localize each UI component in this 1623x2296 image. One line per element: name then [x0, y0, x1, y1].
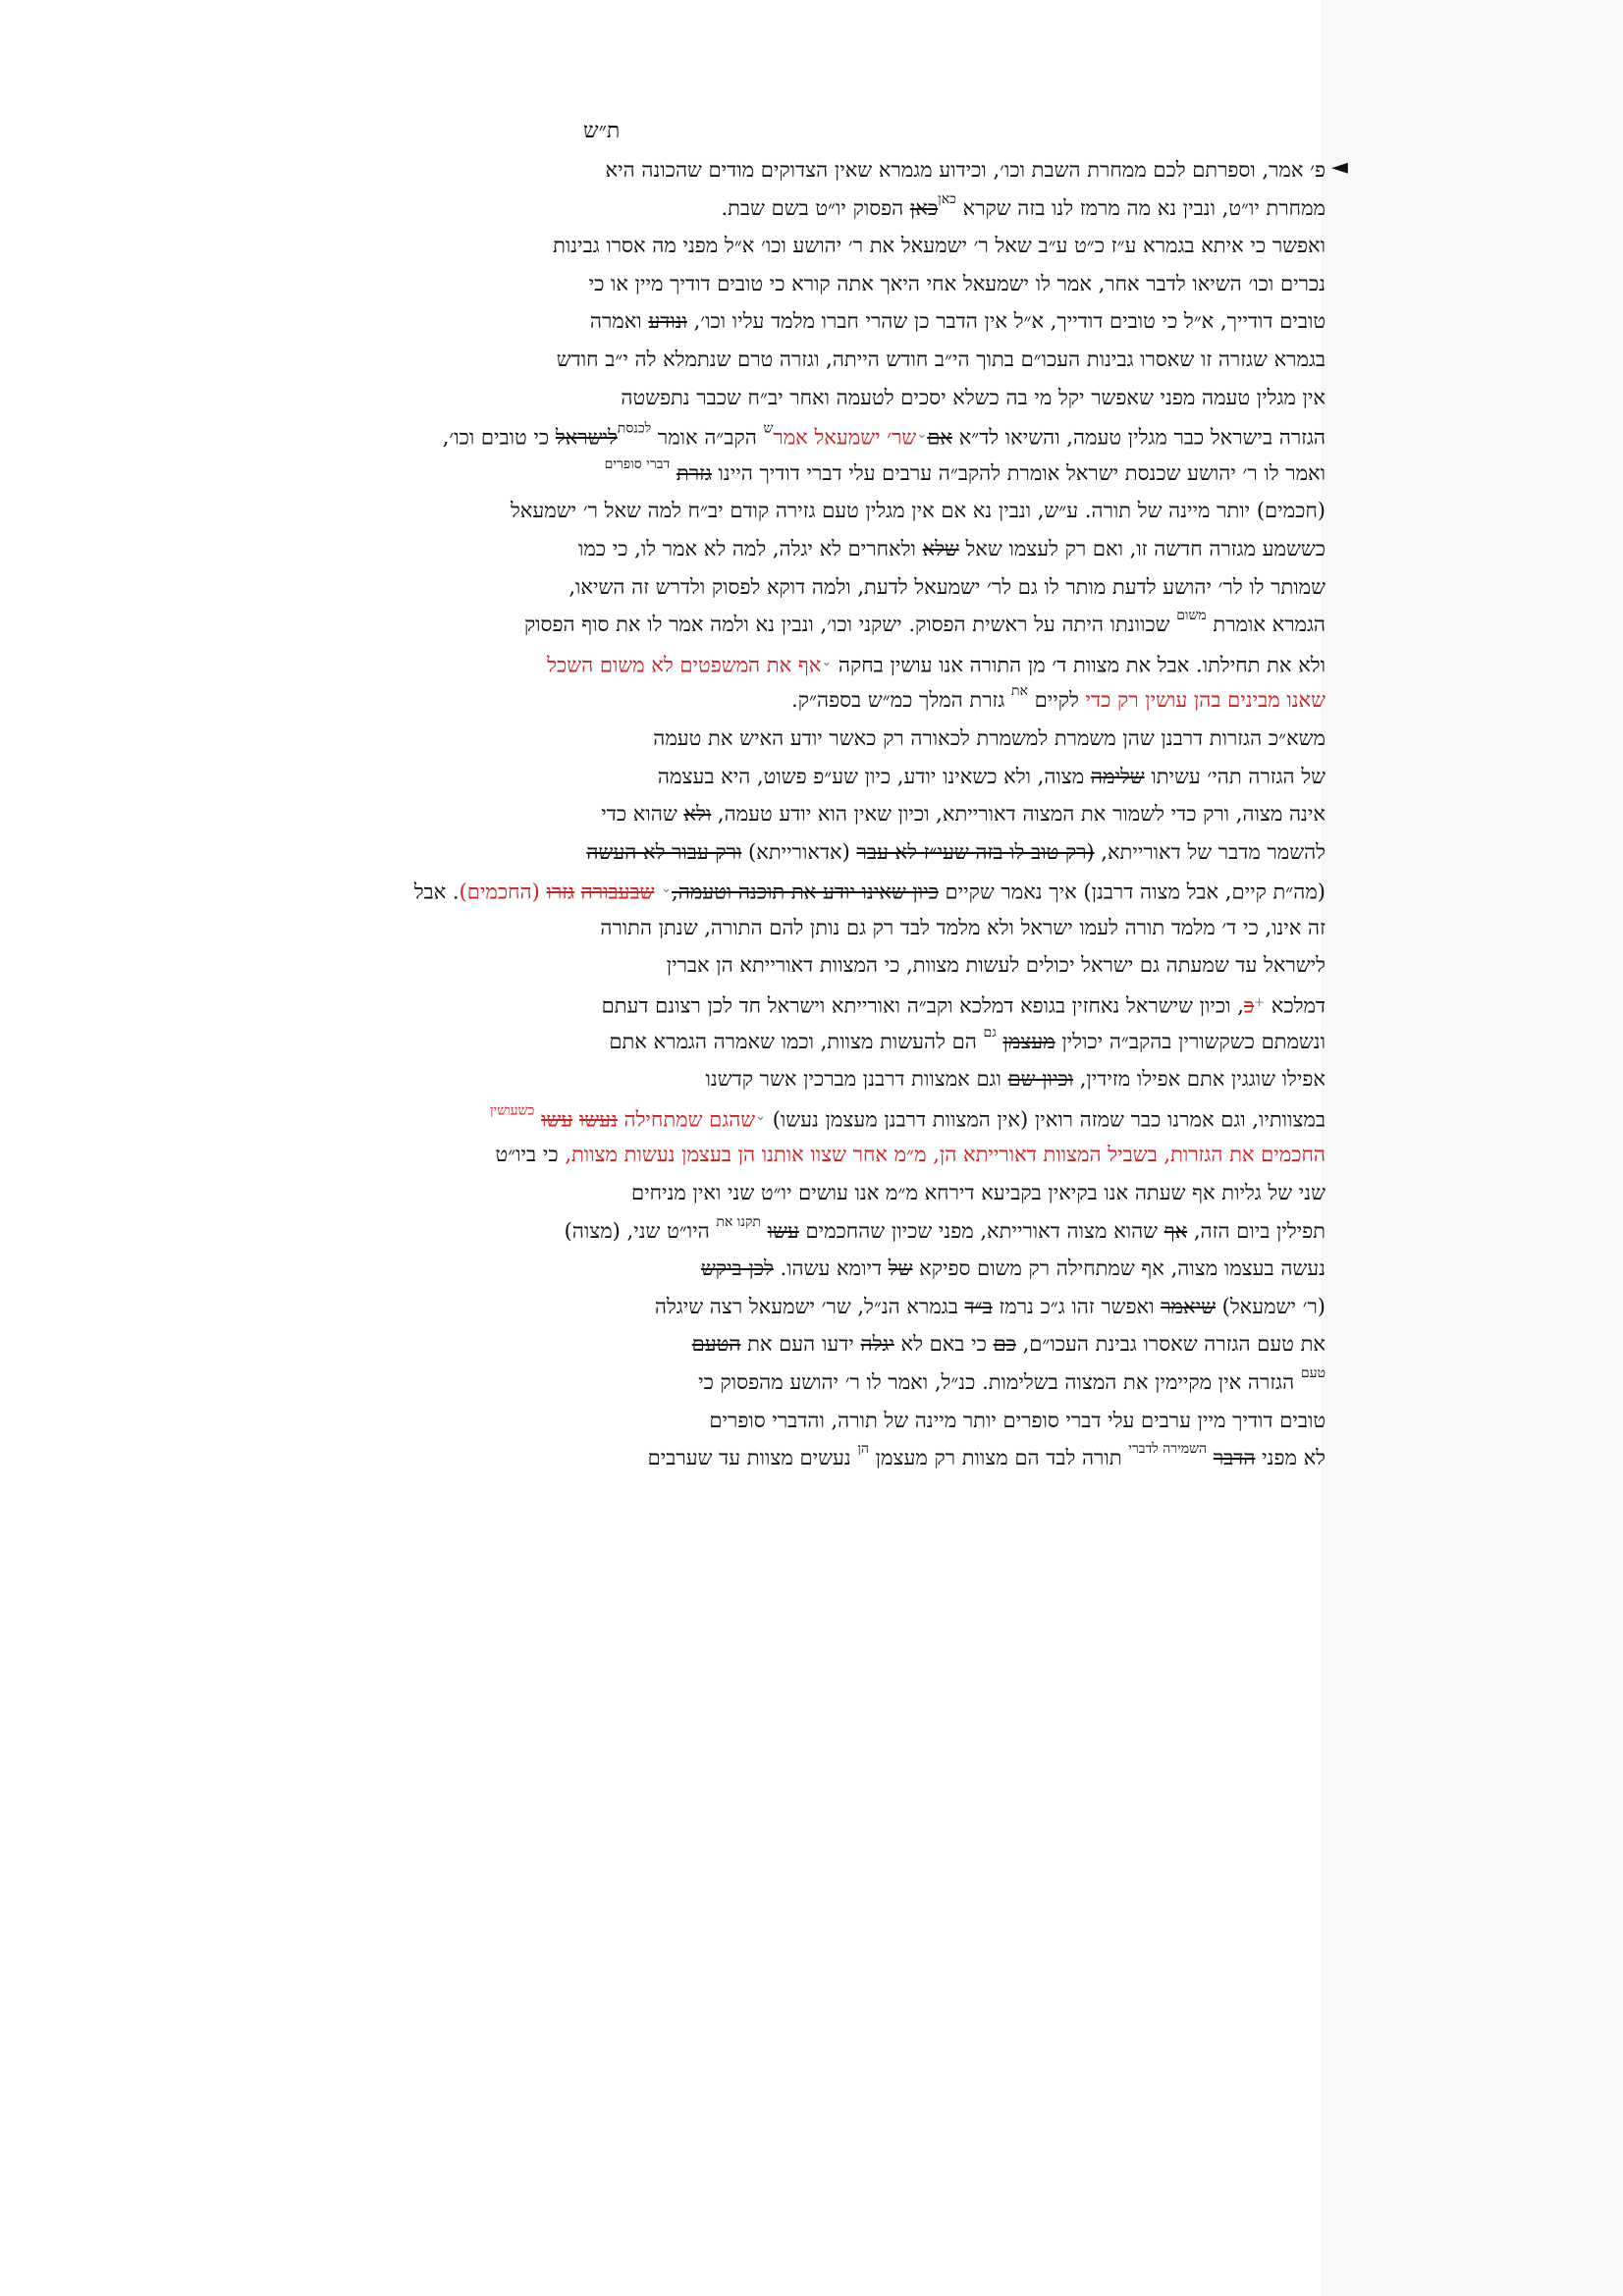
text-segment: (מה״ת קיים, אבל מצוה דרבנן) איך נאמר שקיים	[938, 880, 1325, 904]
scan-shadow	[1321, 0, 1623, 2296]
text-segment: הגמרא אומרת	[1206, 613, 1325, 637]
red-insertion: החכמים את הגזרות, בשביל המצוות דאורייתא הן, מ״מ אחר שצוו אותנו הן בעצמן נעשות מצוות,	[565, 1143, 1325, 1167]
text-segment: בגמרא שגזרה זו שאסרו גבינות העכו״ם בתוך הי״ב חודש הייתה, וגזרה טרם שנתמלא לה י״ב חודש	[556, 347, 1325, 371]
text-segment: כי טובים וכו׳,	[442, 425, 556, 450]
struck-text: עשו	[541, 1107, 573, 1132]
text-line	[324, 1098, 1325, 1137]
text-segment: וגם אמצוות דרבנן מברכין אשר קדשנו	[705, 1067, 1008, 1092]
interlinear-insertion: גם	[983, 1024, 997, 1041]
text-segment: הקב״ה אומר	[651, 425, 764, 450]
text-line	[324, 1288, 1325, 1326]
struck-text: ורק עבור לא העשה	[586, 839, 742, 864]
insertion-caret-icon: ⌄	[755, 1108, 767, 1124]
text-line	[324, 1023, 1325, 1061]
struck-text: יגלה	[860, 1332, 894, 1357]
text-segment: (ר׳ ישמעאל)	[1215, 1294, 1325, 1318]
struck-text: גזרו	[546, 880, 574, 904]
text-segment: זה אינו, כי ד׳ מלמד תורה לעמו ישראל ולא מלמד לבד רק גם נותן להם התורה, שנתן התורה	[600, 915, 1325, 939]
text-segment: הגזרה אין מקיימין את המצוה בשלימות. כנ״ל, ואמר לו ר׳ יהושע מהפסוק כי	[698, 1370, 1301, 1394]
text-line	[324, 454, 1325, 493]
text-segment: היו״ט שני, (מצוה)	[564, 1218, 717, 1243]
struck-text: שבעבורה	[580, 880, 655, 904]
text-segment: ולא את תחילתו. אבל את מצוות ד׳ מן התורה אנו עושין בחקה	[832, 653, 1325, 677]
text-segment: תפילין ביום הזה,	[1187, 1218, 1325, 1243]
text-segment: הגזרה בישראל כבר מגלין טעמה, והשיאו לד״א	[951, 425, 1325, 450]
struck-text: ב״ד	[964, 1294, 993, 1318]
interlinear-insertion: השמירה לדברי	[1128, 1441, 1208, 1458]
text-segment: אינה מצוה, ורק כדי לשמור את המצוה דאורייתא, וכיון שאין הוא יודע טעמה,	[711, 802, 1325, 827]
struck-text: לכן ביקש	[700, 1256, 774, 1281]
text-line	[324, 1439, 1325, 1477]
text-segment: פ׳ אמר, וספרתם לכם ממחרת השבת וכו׳, וכידוע מגמרא שאין הצדוקים מודים שהכונה היא	[605, 158, 1325, 182]
text-segment: הם להעשות מצוות, וכמו שאמרה הגמרא אתם	[609, 1029, 984, 1053]
struck-text: מעצמן	[1002, 1029, 1055, 1053]
interlinear-insertion: תקנו את	[716, 1213, 761, 1230]
struck-text: שלא	[922, 536, 959, 561]
text-segment: נכרים וכו׳ השיאו לדבר אחר, אמר לו ישמעאל אחי היאך אתה קורא כי טובים דודיך מיין או כי	[588, 271, 1325, 295]
text-segment: נעשה בעצמו מצוה, אף שמתחילה רק משום ספיקא	[912, 1256, 1325, 1281]
struck-text: כ	[1243, 993, 1255, 1018]
text-segment: שני של גליות אף שעתה אנו בקיאין בקביעא דירחא מ״מ אנו עושים יו״ט שני ואין מניחים	[631, 1181, 1325, 1205]
struck-text: (רק טוב לו בזה שעי״ז לא עבר	[856, 839, 1095, 864]
red-insertion: שר׳ ישמעאל אמר	[773, 425, 917, 450]
struck-text: ונודע	[648, 309, 687, 334]
text-segment: שהוא מצוה דאורייתא, מפני שכיון שהחכמים	[798, 1218, 1164, 1243]
text-line	[324, 265, 1325, 303]
text-segment: , וכיון שישראל נאחזין בגופא דמלכא וקב״ה ואורייתא וישראל חד לכן רצונם דעתם	[601, 993, 1244, 1018]
struck-text: הדבר	[1213, 1446, 1256, 1470]
struck-text: של	[888, 1256, 913, 1281]
text-segment	[761, 1219, 768, 1243]
text-segment: ונשמתם כשקשורין בהקב״ה יכולין	[1055, 1029, 1325, 1053]
text-segment: נעשים מצוות עד שערבים	[647, 1446, 858, 1470]
interlinear-insertion: דברי סופרים	[604, 455, 671, 472]
text-line	[324, 1402, 1325, 1440]
text-line	[324, 758, 1325, 796]
text-segment: דיומא עשהו.	[773, 1256, 889, 1281]
text-segment: של הגזרה תהי׳ עשיתו	[1144, 764, 1325, 788]
text-line	[324, 1060, 1325, 1098]
struck-text: הטעם	[691, 1332, 741, 1357]
text-segment	[574, 881, 581, 904]
text-line	[324, 530, 1325, 568]
text-segment: (אדאורייתא)	[741, 839, 857, 864]
text-segment: ידעו העם את	[740, 1332, 861, 1357]
text-line	[324, 1250, 1325, 1288]
text-line	[324, 833, 1325, 872]
text-segment: דמלכא	[1265, 993, 1325, 1018]
text-segment: ואפשר כי איתא בגמרא ע״ז כ״ט ע״ב שאל ר׳ ישמעאל את ר׳ יהושע וכו׳ א״ל מפני מה אסרו גבינות	[553, 234, 1325, 258]
text-line	[324, 151, 1325, 189]
text-line	[324, 227, 1325, 265]
interlinear-insertion: את	[1010, 683, 1028, 700]
struck-text: ולא	[683, 802, 712, 827]
struck-text: נעשו	[578, 1107, 618, 1132]
text-line	[324, 1136, 1325, 1174]
text-line	[324, 946, 1325, 985]
insertion-caret-icon: ⌄	[821, 654, 833, 669]
text-line	[324, 985, 1325, 1023]
struck-text: גזרת	[676, 460, 712, 485]
text-segment: ואמר לו ר׳ יהושע שכנסת ישראל אומרת להקב״ה ערבים עלי דברי דודיך היינו	[711, 460, 1325, 485]
text-segment: להשמר מדבר של דאורייתא,	[1094, 839, 1325, 864]
text-line	[324, 492, 1325, 530]
struck-text: כם	[993, 1332, 1016, 1357]
text-line	[324, 644, 1325, 682]
interlinear-insertion: ש	[763, 420, 774, 437]
text-line	[324, 1174, 1325, 1212]
interlinear-insertion: הן	[857, 1441, 869, 1458]
red-insertion: (החכמים)	[459, 880, 547, 904]
struck-text: עשו	[767, 1218, 799, 1243]
text-segment: לקיים	[1027, 688, 1086, 713]
interlinear-insertion: טעם	[1300, 1365, 1325, 1382]
text-segment: הפסוק יו״ט בשם שבת.	[721, 195, 910, 220]
red-insertion: שהגם שמתחילה	[617, 1107, 756, 1132]
struck-text: כיון שאינו יודע את תוכנה וטעמה,	[672, 880, 939, 904]
text-segment: כי באם לא	[893, 1332, 994, 1357]
text-line	[324, 341, 1325, 379]
text-line	[324, 379, 1325, 417]
text-line	[324, 1325, 1325, 1363]
text-segment: שמותר לו לר׳ יהושע לדעת מותר לו גם לר׳ ישמעאל לדעת, ולמה דוקא לפסוק ולדרש זה השיאו,	[568, 574, 1325, 599]
struck-text: אם	[927, 425, 952, 450]
text-segment: שהוא כדי	[601, 802, 684, 827]
struck-text: כאן	[909, 195, 939, 220]
text-line	[324, 568, 1325, 607]
text-segment	[997, 1030, 1003, 1053]
text-segment: לא מפני	[1255, 1446, 1325, 1470]
text-segment: ממחרת יו״ט, ונבין נא מה מרמז לנו בזה שקרא	[955, 195, 1325, 220]
text-line	[324, 416, 1325, 454]
struck-text: שיאמר	[1161, 1294, 1216, 1318]
text-line	[324, 606, 1325, 644]
text-line	[324, 720, 1325, 758]
text-segment: (חכמים) יותר מיינה של תורה. ע״ש, ונבין נא אם אין מגלין טעם גזירה קודם יב״ח למה שאל ר׳ ישמעאל	[510, 499, 1325, 523]
struck-text: וכיון שם	[1007, 1067, 1074, 1092]
struck-text: לישראל	[555, 425, 618, 450]
text-segment: במצוותיו, וגם אמרנו כבר שמזה רואין (אין המצוות דרבנן מעצמן נעשו)	[766, 1107, 1325, 1132]
text-segment: ואפשר זהו ג״כ נרמז	[992, 1294, 1162, 1318]
text-line	[324, 909, 1325, 947]
text-segment: ואמרה	[589, 309, 649, 334]
page-header: ת״ש	[583, 119, 621, 143]
red-insertion: שאנו מבינים בהן עושין רק כדי	[1085, 688, 1325, 713]
struck-text: אף	[1163, 1218, 1188, 1243]
text-segment: טובים דודיך מיין ערבים עלי דברי סופרים יותר מיינה של תורה, והדברי סופרים	[709, 1408, 1325, 1432]
text-line	[324, 795, 1325, 833]
text-line	[324, 681, 1325, 720]
interlinear-insertion: משום	[1176, 608, 1207, 624]
insertion-caret-icon: ⌄	[916, 427, 928, 443]
struck-text: שלימה	[1090, 764, 1145, 788]
section-marker-icon: ◄	[1331, 155, 1348, 180]
text-segment: ולאחרים לא יגלה, למה לא אמר לו, כי כמו	[577, 536, 923, 561]
text-segment: גזרת המלך כמ״ש בספה״ק.	[791, 688, 1011, 713]
text-segment: טובים דודייך, א״ל כי טובים דודייך, א״ל אין הדבר כן שהרי חברו מלמד עליו וכו׳,	[686, 309, 1325, 334]
interlinear-insertion: כשעושין	[489, 1102, 535, 1119]
text-segment: לישראל עד שמעתה גם ישראל יכולים לעשות מצוות, כי המצוות דאורייתא הן אברין	[666, 953, 1325, 978]
interlinear-insertion: כאן	[938, 190, 956, 207]
red-insertion	[572, 1107, 579, 1131]
text-segment: משא״כ הגזרות דרבנן שהן משמרת למשמרת לכאורה רק כאשר יודע האיש את טעמה	[653, 725, 1325, 750]
text-line	[324, 1212, 1325, 1251]
text-segment: את טעם הגזרה שאסרו גבינת העכו״ם,	[1015, 1332, 1325, 1357]
text-segment: תורה לבד הם מצוות רק מעצמן	[868, 1446, 1129, 1470]
manuscript-body	[324, 151, 1325, 1477]
text-line	[324, 302, 1325, 341]
text-segment: אין מגלין טעמה מפני שאפשר יקל מי בה כשלא יסכים לטעמה ואחר יב״ח שכבר נתפשטה	[621, 385, 1325, 409]
text-segment: מצוה, ולא כשאינו יודע, כיון שע״פ פשוט, היא בעצמה	[657, 764, 1091, 788]
text-line	[324, 871, 1325, 909]
insertion-caret-icon: ⌄	[661, 881, 673, 897]
interlinear-insertion: לכנסת	[617, 420, 652, 437]
text-segment: שכוונתו היתה על ראשית הפסוק. ישקני וכו׳, ונבין נא ולמה אמר לו את סוף הפסוק	[523, 613, 1177, 637]
text-segment: בגמרא הנ״ל, שר׳ ישמעאל רצה שיגלה	[654, 1294, 965, 1318]
text-segment: כששמע מגזרה חדשה זו, ואם רק לעצמו שאל	[958, 536, 1325, 561]
text-segment	[1207, 1446, 1214, 1469]
text-segment	[670, 461, 676, 485]
insertion-caret-icon: +	[1254, 995, 1266, 1011]
text-line	[324, 189, 1325, 228]
red-insertion: אף את המשפטים לא משום השכל	[547, 653, 822, 677]
text-line	[324, 1363, 1325, 1402]
text-segment: כי ביו״ט	[495, 1143, 566, 1167]
text-segment: . אבל	[413, 880, 460, 904]
text-segment: אפילו שוגגין אתם אפילו מזידין,	[1073, 1067, 1325, 1092]
